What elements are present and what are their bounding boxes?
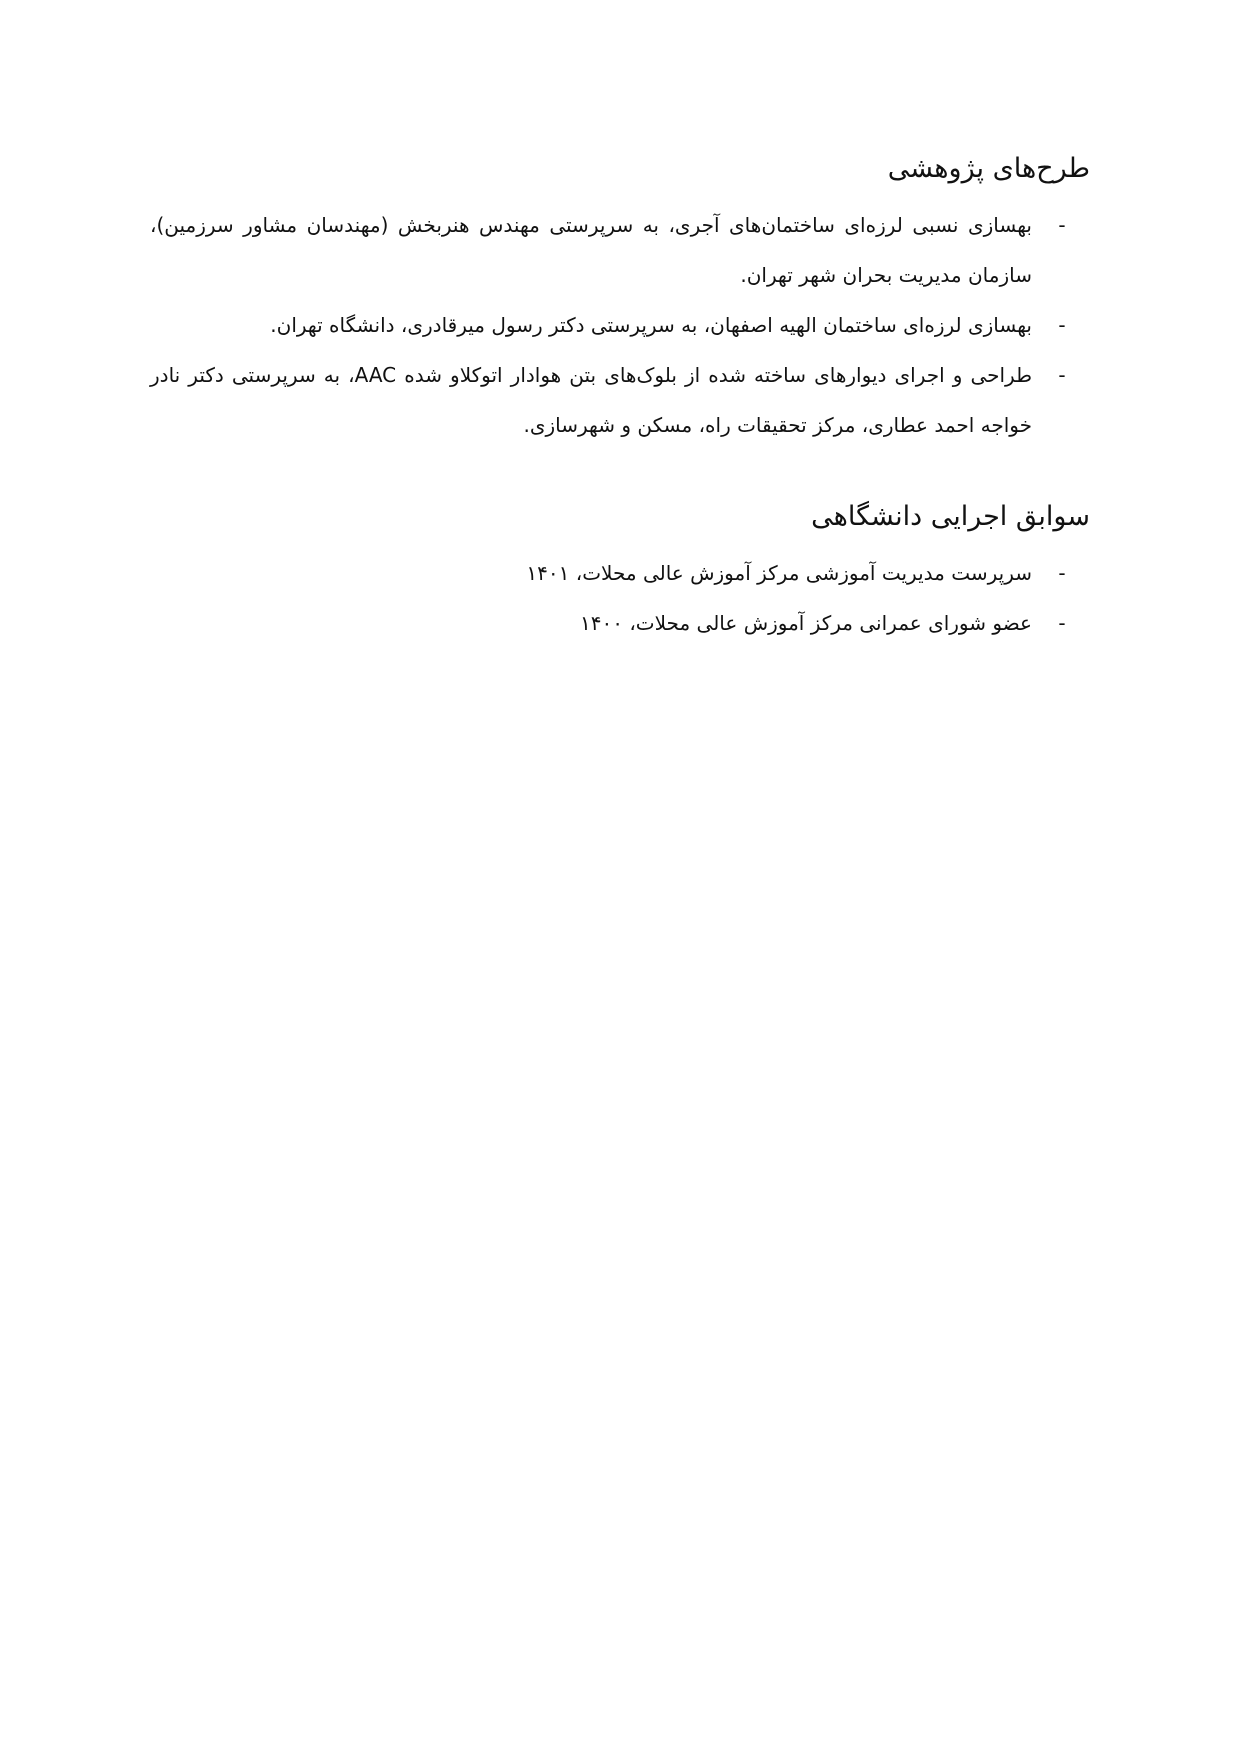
research-projects-section [150,150,1090,450]
section-title: طرح‌های پژوهشی [887,153,1090,184]
list-item [150,350,1090,450]
list-item [150,300,1090,350]
document-page [150,150,1090,648]
list-item-text: طراحی و اجرای دیوارهای ساخته شده از بلوک‌های بتن هوادار اتوکلاو شده AAC، به سرپرستی دکتر نادر خواجه احمد عطاری، مرکز تحقیقات راه، مسکن و شهرسازی. [150,362,1032,437]
list-item [150,548,1090,598]
dash-marker: - [1058,312,1066,337]
research-projects-list [150,200,1090,450]
dash-marker: - [1058,362,1066,387]
academic-executive-section [150,498,1090,648]
list-item [150,200,1090,300]
list-item-text: سرپرست مدیریت آموزشی مرکز آموزش عالی محلات، ۱۴۰۱ [526,560,1032,585]
dash-marker: - [1058,560,1066,585]
list-item [150,598,1090,648]
dash-marker: - [1058,212,1066,237]
list-item-text: بهسازی لرزه‌ای ساختمان الهیه اصفهان، به سرپرستی دکتر رسول میرقادری، دانشگاه تهران. [270,312,1032,337]
section-title: سوابق اجرایی دانشگاهی [811,500,1090,532]
list-item-text: بهسازی نسبی لرزه‌ای ساختمان‌های آجری، به سرپرستی مهندس هنربخش (مهندسان مشاور سرزمین)، سازمان مدیریت بحران شهر تهران. [150,212,1032,287]
academic-executive-list [150,548,1090,648]
list-item-text: عضو شورای عمرانی مرکز آموزش عالی محلات، ۱۴۰۰ [580,610,1032,635]
dash-marker: - [1058,610,1066,635]
